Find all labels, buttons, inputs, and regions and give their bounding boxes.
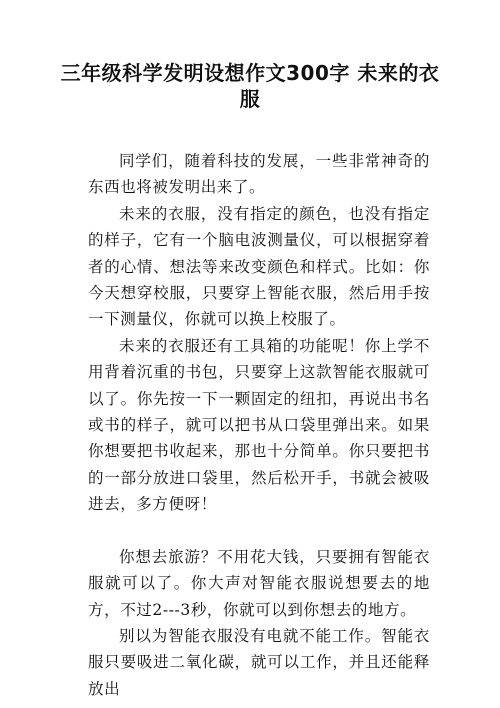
- document-title: 三年级科学发明设想作文300字 未来的衣服: [60, 61, 440, 111]
- paragraph: 你想去旅游？不用花大钱，只要拥有智能衣服就可以了。你大声对智能衣服说想要去的地方，不过2---3秒，你就可以到你想去的地方。: [88, 547, 430, 619]
- paragraph: 同学们，随着科技的发展，一些非常神奇的东西也将被发明出来了。: [88, 152, 430, 197]
- paragraph: 别以为智能衣服没有电就不能工作。智能衣服只要吸进二氧化碳，就可以工作，并且还能释放出: [88, 626, 430, 698]
- paragraph: 未来的衣服还有工具箱的功能呢！你上学不用背着沉重的书包，只要穿上这款智能衣服就可以了。你先按一下一颗固定的纽扣，再说出书名或书的样子，就可以把书从口袋里弹出来。如果你想要把书收起来，那也十分简单。你只要把书的一部分放进口袋里，然后松开手，书就会被吸进去，多方便呀！: [88, 336, 430, 514]
- paragraph: 未来的衣服，没有指定的颜色，也没有指定的样子，它有一个脑电波测量仪，可以根据穿着者的心情、想法等来改变颜色和样式。比如：你今天想穿校服，只要穿上智能衣服，然后用手按一下测量仪，你就可以换上校服了。: [88, 204, 430, 329]
- document-body: [88, 148, 430, 702]
